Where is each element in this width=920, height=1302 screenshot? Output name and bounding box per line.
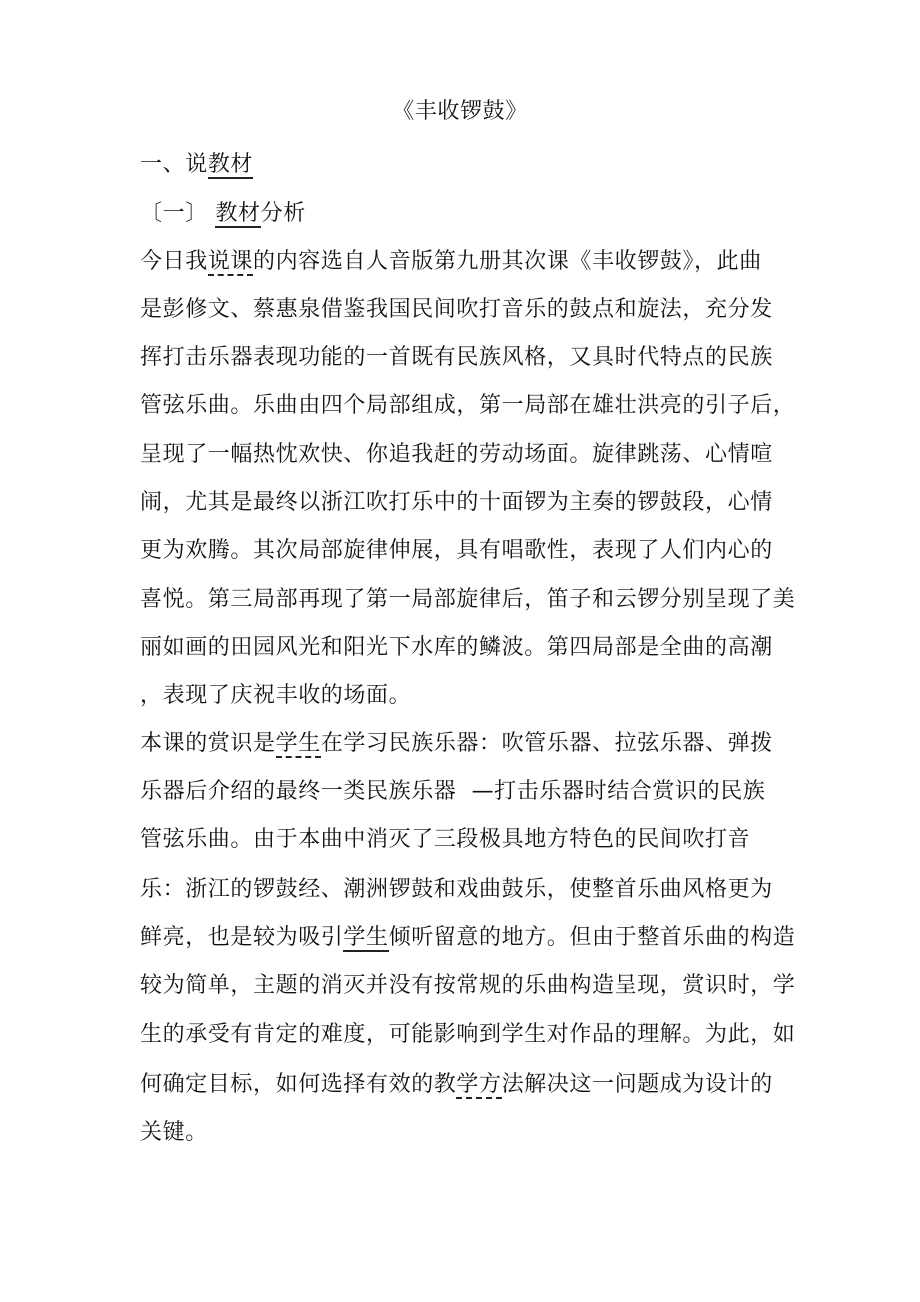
underlined-text: 教材 <box>207 152 254 177</box>
paragraph-line <box>140 681 411 711</box>
document-title: 《丰收锣鼓》 <box>392 99 528 124</box>
text-segment: 闹，尤其是最终以浙江吹打乐中的十面锣为主奏的锣鼓段，心情 <box>140 490 773 515</box>
paragraph-line <box>140 295 773 325</box>
text-segment: 呈现了一幅热忱欢快、你追我赶的劳动场面。旋律跳荡、心情喧 <box>140 442 773 467</box>
text-segment: 挥打击乐器表现功能的一首既有民族风格，又具时代特点的民族 <box>140 345 773 370</box>
underlined-text: 学生 <box>343 925 389 950</box>
underlined-text: 教材 <box>215 201 261 226</box>
text-segment: 是彭修文、蔡惠泉借鉴我国民间吹打音乐的鼓点和旋法，充分发 <box>140 297 773 322</box>
text-segment: 关键。 <box>140 1120 208 1145</box>
paragraph-line <box>140 536 773 566</box>
section-heading <box>140 199 306 229</box>
text-segment: 生的承受有肯定的难度，可能影响到学生对作品的理解。为此，如 <box>140 1022 796 1047</box>
text-segment: 本课的赏识是 <box>140 731 276 756</box>
text-segment: 管弦乐曲。由于本曲中消灭了三段极具地方特色的民间吹打音 <box>140 827 751 852</box>
paragraph-line <box>140 777 765 807</box>
paragraph-line <box>140 633 773 663</box>
paragraph-line <box>140 1070 773 1100</box>
text-segment: 管弦乐曲。乐曲由四个局部组成，第一局部在雄壮洪亮的引子后， <box>140 393 796 418</box>
text-segment: 乐器后介绍的最终一类民族乐器 —打击乐器时结合赏识的民族 <box>140 779 766 804</box>
text-segment: 一、说 <box>140 152 208 177</box>
section-heading <box>140 150 253 180</box>
paragraph-line <box>140 440 773 470</box>
text-segment: 丽如画的田园风光和阳光下水库的鳞波。第四局部是全曲的高潮 <box>140 635 773 660</box>
paragraph-line <box>140 1020 795 1050</box>
text-segment: 今日我 <box>140 249 208 274</box>
text-segment: ，表现了庆祝丰收的场面。 <box>140 683 412 708</box>
paragraph-line <box>140 391 795 421</box>
text-segment: 喜悦。第三局部再现了第一局部旋律后，笛子和云锣分别呈现了美 <box>140 587 796 612</box>
paragraph-line <box>140 585 795 615</box>
text-segment: 乐：浙江的锣鼓经、潮洲锣鼓和戏曲鼓乐，使整首乐曲风格更为 <box>140 877 773 902</box>
paragraph-line <box>140 247 762 277</box>
paragraph-line <box>140 825 750 855</box>
text-segment: 倾听留意的地方。但由于整首乐曲的构造 <box>388 925 796 950</box>
paragraph-line <box>140 729 773 759</box>
paragraph-line <box>140 488 773 518</box>
text-segment: 何确定目标，如何选择有效的教 <box>140 1072 457 1097</box>
text-segment: 的内容选自人音版第九册其次课《丰收锣鼓》，此曲 <box>253 249 762 274</box>
underlined-text: 说课 <box>207 249 254 274</box>
paragraph-line <box>140 343 773 373</box>
paragraph-line <box>140 875 773 905</box>
paragraph-line <box>140 971 795 1001</box>
underlined-text: 学生 <box>275 731 321 756</box>
text-segment: 法解决这一问题成为设计的 <box>501 1072 773 1097</box>
text-segment: 更为欢腾。其次局部旋律伸展，具有唱歌性，表现了人们内心的 <box>140 538 773 563</box>
paragraph-line <box>140 1118 208 1148</box>
underlined-text: 学方 <box>456 1072 502 1097</box>
paragraph-line <box>140 923 795 953</box>
text-segment: 分析 <box>260 201 306 226</box>
text-segment: 〔一〕 <box>140 201 216 226</box>
text-segment: 在学习民族乐器：吹管乐器、拉弦乐器、弹拨 <box>320 731 773 756</box>
text-segment: 鲜亮，也是较为吸引 <box>140 925 344 950</box>
text-segment: 较为简单，主题的消灭并没有按常规的乐曲构造呈现，赏识时，学 <box>140 973 796 998</box>
